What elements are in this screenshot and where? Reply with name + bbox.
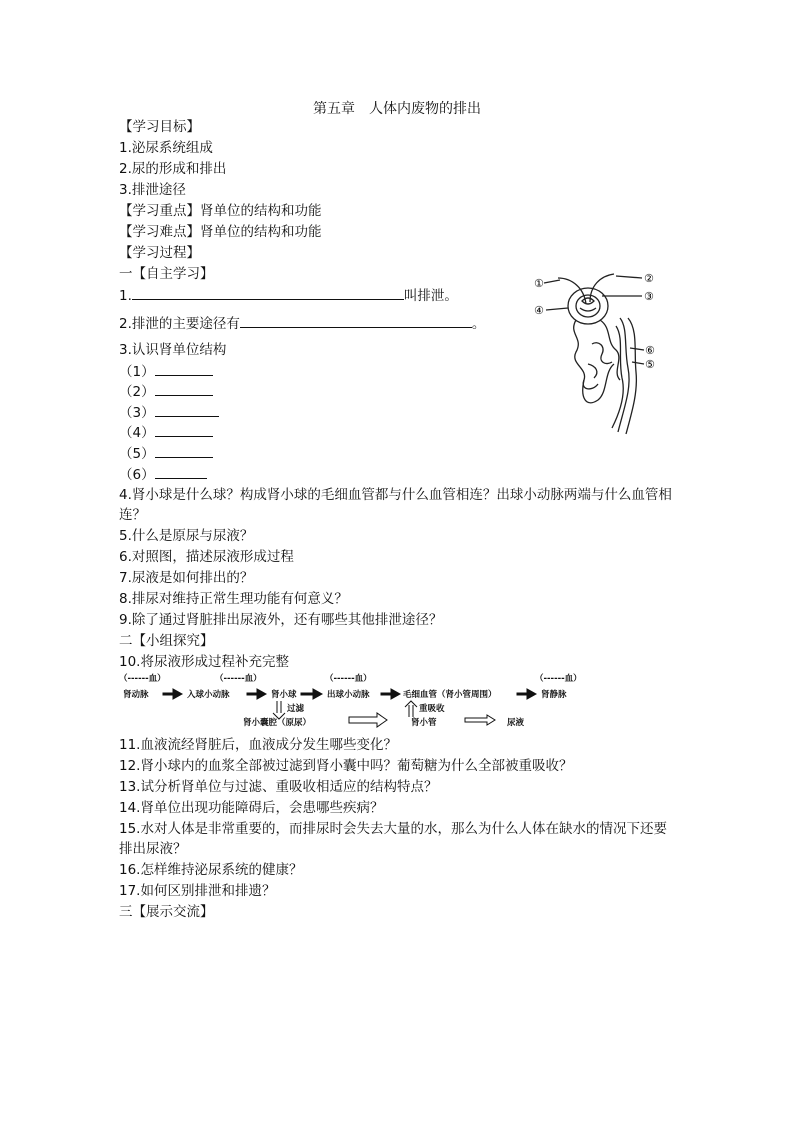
goal-item: 1.泌尿系统组成 [119,140,213,156]
part-blank-row [119,443,213,464]
question-8: 8.排尿对维持正常生理功能有何意义？ [119,591,348,607]
question-17: 17.如何区别排泄和排遗？ [119,883,276,899]
answer-blank[interactable] [155,381,213,396]
question-12: 12.肾小球内的血浆全部被过滤到肾小囊中吗？葡萄糖为什么全部被重吸收？ [119,758,573,774]
flow-node-capsule: 肾小囊腔（原尿） [243,718,312,728]
diagram-label-4: ④ [534,304,544,317]
question-2 [119,313,485,334]
key-point: 【学习重点】肾单位的结构和功能 [119,203,322,219]
section-group-study: 二【小组探究】 [119,633,214,649]
urine-flow-diagram [117,673,597,737]
part-label: （4） [119,425,155,441]
answer-blank[interactable] [155,402,219,417]
diagram-label-6: ⑥ [645,344,655,357]
question-6: 6.对照图，描述尿液形成过程 [119,549,294,565]
q2-prefix: 2.排泄的主要途径有 [119,316,240,332]
question-14: 14.肾单位出现功能障碍后，会患哪些疾病？ [119,800,384,816]
goal-item: 2.尿的形成和排出 [119,161,227,177]
question-7: 7.尿液是如何排出的？ [119,570,254,586]
answer-blank[interactable] [155,464,207,479]
part-blank-row [119,422,213,443]
answer-blank[interactable] [155,422,213,437]
diagram-label-2: ② [644,272,654,285]
part-blank-row [119,381,213,402]
diagram-label-3: ③ [644,290,654,303]
q1-prefix: 1. [119,288,132,304]
flow-node-renal-artery: 肾动脉 [123,690,149,700]
section-presentation: 三【展示交流】 [119,904,214,920]
flow-blank-note: （------血） [119,674,166,684]
answer-blank[interactable] [132,285,404,300]
flow-blank-note: （------血） [325,674,372,684]
answer-blank[interactable] [155,443,213,458]
question-16: 16.怎样维持泌尿系统的健康？ [119,862,303,878]
flow-node-tubule: 肾小管 [411,718,437,728]
question-3: 3.认识肾单位结构 [119,342,227,358]
part-label: （2） [119,384,155,400]
flow-node-glomerulus: 肾小球 [271,690,297,700]
part-blank-row [119,361,213,382]
question-11: 11.血液流经肾脏后，血液成分发生哪些变化？ [119,737,397,753]
flow-reabsorb-label: 重吸收 [419,704,445,714]
goals-heading: 【学习目标】 [119,119,200,135]
flow-node-renal-vein: 肾静脉 [541,690,567,700]
goal-item: 3.排泄途径 [119,182,186,198]
part-label: （6） [119,467,155,483]
page-title: 第五章 人体内废物的排出 [313,101,481,117]
process-heading: 【学习过程】 [119,245,200,261]
part-blank-row [119,402,219,423]
diagram-label-1: ① [534,277,544,290]
question-4: 4.肾小球是什么球？构成肾小球的毛细血管都与什么血管相连？出球小动脉两端与什么血管相连？ [119,487,672,523]
q2-suffix: 。 [471,316,486,332]
question-1 [119,285,458,306]
flow-node-urine: 尿液 [507,718,525,728]
answer-blank[interactable] [240,313,472,328]
flow-node-efferent-arteriole: 出球小动脉 [327,690,370,700]
question-15: 15.水对人体是非常重要的，而排尿时会失去大量的水，那么为什么人体在缺水的情况下还要排出尿液？ [119,821,667,857]
section-self-study: 一【自主学习】 [119,266,214,282]
nephron-diagram [528,268,668,438]
question-5: 5.什么是原尿与尿液？ [119,528,254,544]
diagram-label-5: ⑤ [645,358,655,371]
question-13: 13.试分析肾单位与过滤、重吸收相适应的结构特点？ [119,779,438,795]
flow-node-capillaries: 毛细血管（肾小管周围） [403,690,497,700]
flow-filter-label: 过滤 [287,704,305,714]
difficulty: 【学习难点】肾单位的结构和功能 [119,224,322,240]
question-9: 9.除了通过肾脏排出尿液外，还有哪些其他排泄途径？ [119,612,443,628]
flow-blank-note: （------血） [215,674,262,684]
flow-node-afferent-arteriole: 入球小动脉 [187,690,230,700]
part-label: （3） [119,405,155,421]
answer-blank[interactable] [155,361,213,376]
part-label: （1） [119,364,155,380]
flow-blank-note: （------血） [535,674,582,684]
part-blank-row [119,464,207,485]
q1-suffix: 叫排泄。 [403,288,458,304]
part-label: （5） [119,446,155,462]
question-10: 10.将尿液形成过程补充完整 [119,654,289,670]
